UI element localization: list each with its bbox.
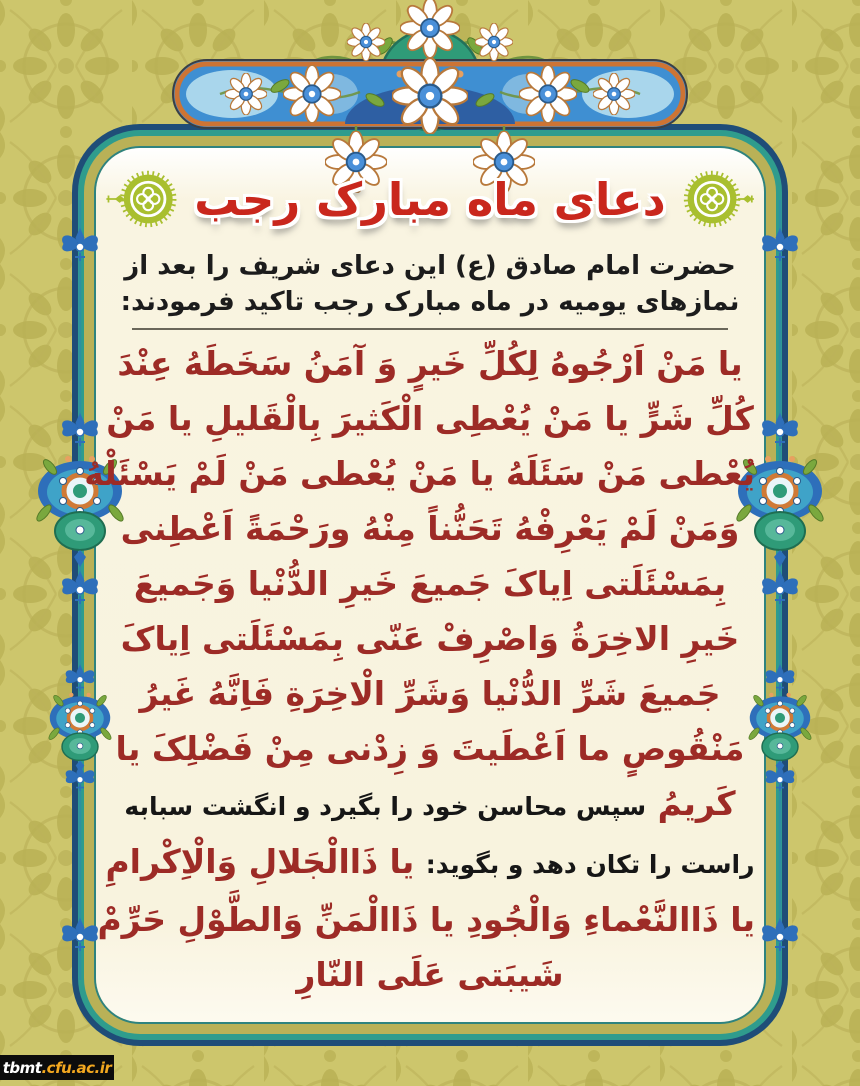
prayer-text-segment: خَیرِ الاخِرَةُ وَاصْرِفْ عَنّی بِمَسْئَلَتی اِیاکَ xyxy=(120,619,740,658)
prayer-line xyxy=(105,336,755,391)
title-row xyxy=(105,156,755,242)
intro-text: حضرت امام صادق (ع) این دعای شریف را بعد از نمازهای یومیه در ماه مبارک رجب تاکید فرمودند: xyxy=(120,251,740,317)
prayer-line xyxy=(105,947,755,1002)
prayer-line xyxy=(105,721,755,776)
prayer-block xyxy=(84,336,755,1002)
prayer-line xyxy=(97,892,755,947)
prayer-text-segment: یا ذَاالنَّعْماءِ وَالْجُودِ یا ذَاالْمَنِّ وَالطَّوْلِ حَرِّمْ xyxy=(97,900,755,939)
watermark-prefix: tbmt xyxy=(2,1058,42,1077)
prayer-line xyxy=(105,611,755,666)
title-ornament-right-icon xyxy=(680,156,755,242)
watermark-bar xyxy=(0,1055,114,1080)
watermark-suffix: .cfu.ac.ir xyxy=(41,1058,112,1077)
content-column xyxy=(84,156,755,1002)
prayer-line xyxy=(105,666,755,721)
prayer-text-segment: کُلِّ شَرٍّ یا مَنْ یُعْطِی الْکَثیرَ بِالْقَلیلِ یا مَنْ xyxy=(106,399,754,438)
prayer-text-segment: یا ذَاالْجَلالِ وَالْاِکْرامِ xyxy=(105,842,415,881)
prayer-text-segment: مَنْقُوصٍ ما اَعْطَیتَ وَ زِدْنی مِنْ فَضْلِکَ یا xyxy=(115,729,745,768)
prayer-text-segment: وَمَنْ لَمْ یَعْرِفْهُ تَحَنُّناً مِنْهُ ورَحْمَةً اَعْطِنی xyxy=(120,509,740,548)
page-title: دعای ماه مبارک رجب xyxy=(194,172,666,226)
prayer-line xyxy=(105,391,755,446)
prayer-text-segment: یُعْطی مَنْ سَئَلَهُ یا مَنْ یُعْطی مَنْ لَمْ یَسْئَلْهُ xyxy=(84,454,755,493)
prayer-line xyxy=(105,556,755,611)
prayer-text-segment: جَمیعَ شَرِّ الدُّنْیا وَشَرِّ الْاخِرَةِ فَاِنَّهُ غَیرُ xyxy=(139,674,721,713)
prayer-line xyxy=(84,446,755,501)
prayer-text-segment: کَریمُ xyxy=(657,784,736,823)
prayer-line xyxy=(105,501,755,556)
prayer-text-segment: یا مَنْ اَرْجُوهُ لِکُلِّ خَیرٍ وَ آمَنُ سَخَطَهُ عِنْدَ xyxy=(117,344,743,383)
prayer-text-segment: راست را تکان دهد و بگوید: xyxy=(425,850,755,879)
prayer-line xyxy=(105,834,755,892)
title-ornament-left-icon xyxy=(105,156,180,242)
prayer-text-segment: سپس محاسن خود را بگیرد و انگشت سبابه xyxy=(124,792,647,821)
prayer-line xyxy=(105,776,755,834)
prayer-text-segment: بِمَسْئَلَتی اِیاکَ جَمیعَ خَیرِ الدُّنْیا وَجَمیعَ xyxy=(133,564,727,603)
prayer-text-segment: شَیبَتی عَلَی النّارِ xyxy=(296,955,564,994)
intro-divider xyxy=(132,328,728,330)
